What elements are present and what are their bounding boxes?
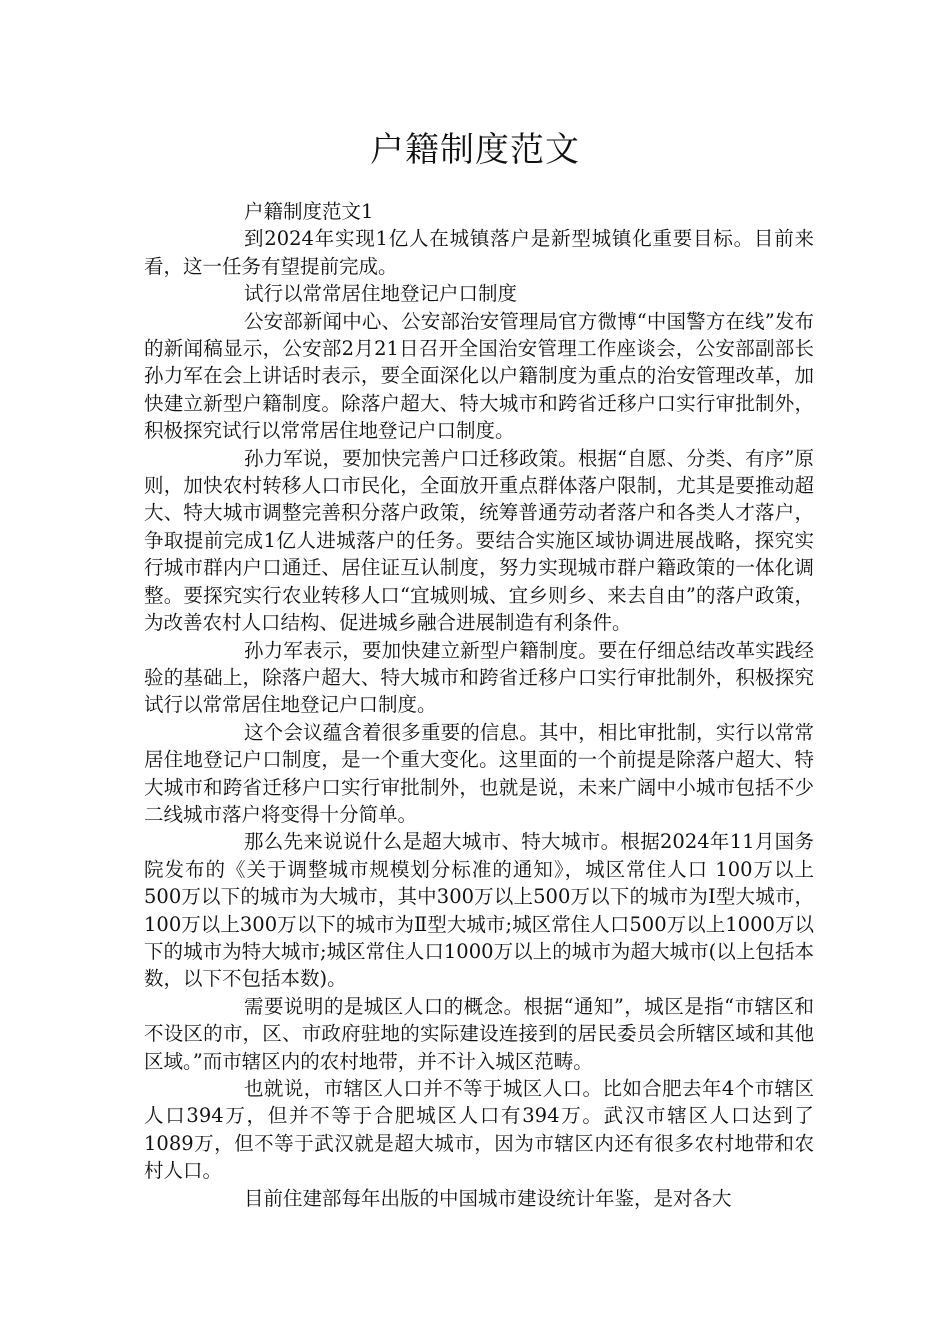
paragraph: 公安部新闻中心、公安部治安管理局官方微博“中国警方在线”发布的新闻稿显示，公安部2月21日召开全国治安管理工作座谈会，公安部副部长孙力军在会上讲话时表示，要全面深化以户籍制度为重点的治安管理改革，加快建立新型户籍制度。除落户超大、特大城市和跨省迁移户口实行审批制外，积极探究试行以常常居住地登记户口制度。 xyxy=(144,309,814,443)
paragraph: 到2024年实现1亿人在城镇落户是新型城镇化重要目标。目前来看，这一任务有望提前完成。 xyxy=(144,227,814,278)
document-body xyxy=(144,198,814,1212)
paragraph: 孙力军表示，要加快建立新型户籍制度。要在仔细总结改革实践经验的基础上，除落户超大、特大城市和跨省迁移户口实行审批制外，积极探究试行以常常居住地登记户口制度。 xyxy=(144,638,814,717)
paragraph: 也就说，市辖区人口并不等于城区人口。比如合肥去年4个市辖区人口394万，但并不等于合肥城区人口有394万。武汉市辖区人口达到了1089万，但不等于武汉就是超大城市，因为市辖区内还有很多农村地带和农村人口。 xyxy=(144,1077,814,1183)
paragraph: 那么先来说说什么是超大城市、特大城市。根据2024年11月国务院发布的《关于调整城市规模划分标准的通知》，城区常住人口 100万以上500万以下的城市为大城市，其中300万以上500万以下的城市为Ⅰ型大城市，100万以上300万以下的城市为Ⅱ型大城市;城区常住人口500万以上1000万以下的城市为特大城市;城区常住人口1000万以上的城市为超大城市(以上包括本数，以下不包括本数)。 xyxy=(144,830,814,991)
subheading: 试行以常常居住地登记户口制度 xyxy=(244,282,518,306)
document-title: 户籍制度范文 xyxy=(370,130,580,170)
paragraph: 需要说明的是城区人口的概念。根据“通知”，城区是指“市辖区和不设区的市，区、市政府驻地的实际建设连接到的居民委员会所辖区域和其他区域。”而市辖区内的农村地带，并不计入城区范畴。 xyxy=(144,994,814,1073)
paragraph: 目前住建部每年出版的中国城市建设统计年鉴，是对各大 xyxy=(244,1186,732,1210)
paragraph: 这个会议蕴含着很多重要的信息。其中，相比审批制，实行以常常居住地登记户口制度，是一个重大变化。这里面的一个前提是除落户超大、特大城市和跨省迁移户口实行审批制外，也就是说，未来广阔中小城市包括不少二线城市落户将变得十分简单。 xyxy=(144,720,814,826)
section-heading: 户籍制度范文1 xyxy=(244,200,374,223)
paragraph: 孙力军说，要加快完善户口迁移政策。根据“自愿、分类、有序”原则，加快农村转移人口市民化，全面放开重点群体落户限制，尤其是要推动超大、特大城市调整完善积分落户政策，统筹普通劳动者落户和各类人才落户，争取提前完成1亿人进城落户的任务。要结合实施区域协调进展战略，探究实行城市群内户口通迁、居住证互认制度，努力实现城市群户籍政策的一体化调整。要探究实行农业转移人口“宜城则城、宜乡则乡、来去自由”的落户政策，为改善农村人口结构、促进城乡融合进展制造有利条件。 xyxy=(144,446,814,635)
